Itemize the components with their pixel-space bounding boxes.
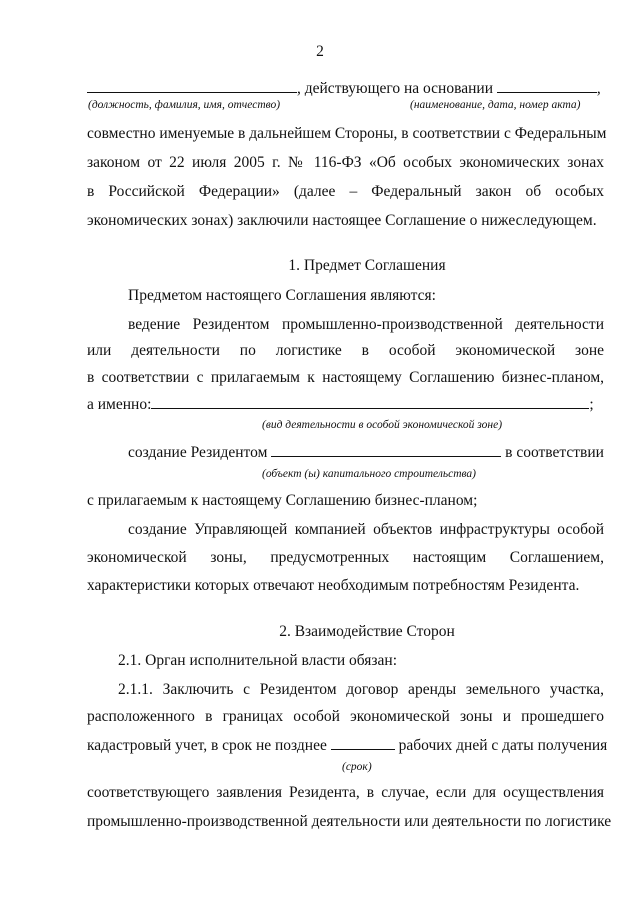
creation-c: с прилагаемым к настоящему Соглашению бизнес-планом; [87,492,478,509]
blank-term[interactable] [331,735,395,750]
namely-label: а именно: [87,396,152,413]
intro-line: законом от 22 июля 2005 г. № 116-ФЗ «Об особых экономических зонах [87,154,604,171]
caption-activity: (вид деятельности в особой экономической зоне) [262,419,503,431]
section1-p3-line: экономической зоны, предусмотренных настоящим Соглашением, [87,549,604,566]
section2-tail-line: соответствующего заявления Резидента, в случае, если для осуществления [87,784,604,801]
section2-tail-line: промышленно-производственной деятельности или деятельности по логистике [87,813,612,830]
signatory-line [87,78,604,99]
blank-position[interactable] [87,78,297,93]
caption-position: (должность, фамилия, имя, отчество) [88,99,281,111]
blank-object[interactable] [271,442,501,457]
intro-line: экономических зонах) заключили настоящее Соглашение о нижеследующем. [87,212,597,229]
section1-p1-line: в соответствии с прилагаемым к настоящему Соглашению бизнес-планом, [87,369,604,386]
sep-comma: , [297,80,301,97]
section1-p3-line: характеристики которых отвечают необходимым потребностям Резидента. [87,577,580,594]
section1-title: 1. Предмет Соглашения [288,257,446,274]
intro-line: совместно именуемые в дальнейшем Стороны, в соответствии с Федеральным [87,125,607,142]
intro-line: в Российской Федерации» (далее – Федеральный закон об особых [87,183,604,200]
section1-p1-line: ведение Резидентом промышленно-производственной деятельности [128,316,604,333]
blank-act[interactable] [497,78,597,93]
section2-title: 2. Взаимодействие Сторон [279,623,455,640]
caption-act: (наименование, дата, номер акта) [410,99,581,111]
section2-item-line: 2.1.1. Заключить с Резидентом договор аренды земельного участка, [118,681,604,698]
creation-b: в соответствии [505,444,604,461]
caption-object: (объект (ы) капитального строительства) [262,468,477,480]
creation-line [128,442,604,463]
term-line [87,735,608,756]
term-a: кадастровый учет, в срок не позднее [87,737,327,754]
section2-sub: 2.1. Орган исполнительной власти обязан: [118,652,398,669]
namely-end: ; [589,396,594,413]
section2-item-line: расположенного в границах особой экономической зоны и прошедшего [87,708,604,725]
creation-a: создание Резидентом [128,444,268,461]
term-b: рабочих дней с даты получения [398,737,608,754]
namely-line [87,394,604,415]
end-comma: , [596,80,601,97]
blank-activity[interactable] [151,394,589,409]
caption-term: (срок) [342,761,372,773]
page-number: 2 [316,43,324,60]
basis-text: действующего на основании [304,80,493,97]
section1-p3-line: создание Управляющей компанией объектов инфраструктуры особой [128,521,604,538]
section1-lead: Предметом настоящего Соглашения являются: [128,287,436,304]
section1-p1-line: или деятельности по логистике в особой экономической зоне [87,342,604,359]
